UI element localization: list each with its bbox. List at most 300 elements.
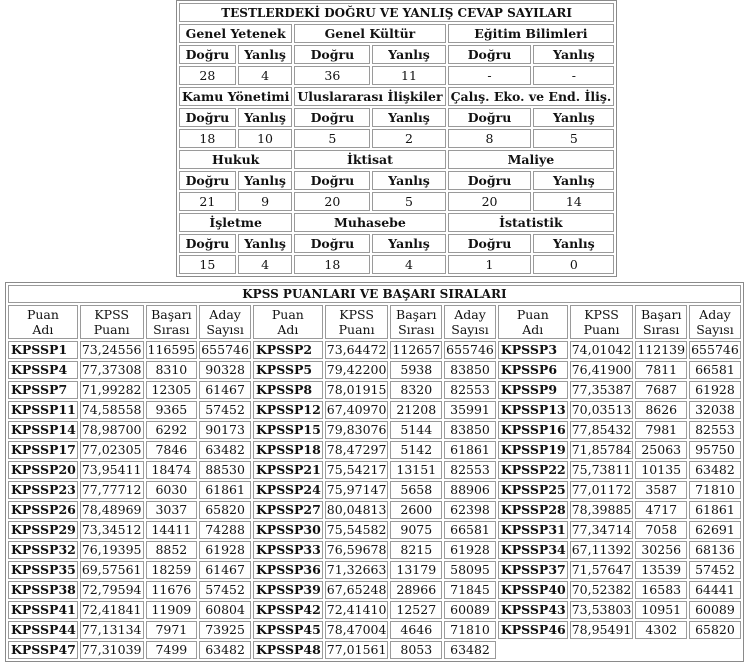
subject-name-row <box>179 87 614 106</box>
kpss-title-row <box>8 285 741 303</box>
subject-name: Muhasebe <box>294 213 445 232</box>
score-code: KPSSP6 <box>498 361 568 379</box>
empty-cell <box>498 641 741 659</box>
kpss-score: 71,85784 <box>571 442 632 457</box>
dogru-header: Doğru <box>448 45 532 64</box>
kpss-row <box>8 381 741 399</box>
column-header <box>253 305 323 339</box>
score-code: KPSSP47 <box>8 641 78 659</box>
kpss-score: 67,65248 <box>326 582 387 597</box>
subject-header-row <box>179 108 614 127</box>
yanlis-count: 0 <box>533 255 614 274</box>
score-code: KPSSP39 <box>253 581 323 599</box>
candidate-count: 57452 <box>199 401 251 419</box>
score-code: KPSSP3 <box>498 341 568 359</box>
success-rank: 112657 <box>392 342 441 357</box>
candidate-count: 82553 <box>444 461 496 479</box>
success-rank: 8310 <box>146 361 198 379</box>
kpss-score: 75,54217 <box>326 462 387 477</box>
kpss-score: 78,95491 <box>571 622 632 637</box>
success-rank: 21208 <box>390 401 442 419</box>
candidate-count: 61928 <box>199 541 251 559</box>
kpss-score: 67,40970 <box>326 402 387 417</box>
column-header <box>325 305 389 339</box>
score-code: KPSSP14 <box>8 421 78 439</box>
score-code: KPSSP17 <box>8 441 78 459</box>
column-header-line2: Adı <box>32 322 54 337</box>
column-header-line1: KPSS <box>339 307 374 322</box>
subject-name-row <box>179 213 614 232</box>
score-code: KPSSP22 <box>498 461 568 479</box>
kpss-row <box>8 461 741 479</box>
success-rank: 13179 <box>390 561 442 579</box>
kpss-score: 78,98700 <box>81 422 142 437</box>
column-header-line2: Adı <box>522 322 544 337</box>
dogru-count: 36 <box>294 66 370 85</box>
candidate-count: 60089 <box>444 601 496 619</box>
candidate-count: 63482 <box>689 461 741 479</box>
candidate-count: 60089 <box>689 601 741 619</box>
yanlis-header: Yanlış <box>372 234 445 253</box>
score-code: KPSSP19 <box>498 441 568 459</box>
success-rank: 25063 <box>635 441 687 459</box>
dogru-count: 21 <box>179 192 236 211</box>
kpss-score: 78,48969 <box>81 502 142 517</box>
score-code: KPSSP20 <box>8 461 78 479</box>
subject-name: İstatistik <box>448 213 615 232</box>
column-header-line2: Sayısı <box>451 322 489 337</box>
kpss-row <box>8 361 741 379</box>
column-header <box>146 305 198 339</box>
kpss-score: 72,41841 <box>81 602 142 617</box>
column-header <box>498 305 568 339</box>
success-rank: 6030 <box>146 481 198 499</box>
subject-name: Maliye <box>448 150 615 169</box>
score-code: KPSSP32 <box>8 541 78 559</box>
kpss-score: 77,31039 <box>81 642 142 657</box>
dogru-count: 8 <box>448 129 532 148</box>
yanlis-count: 5 <box>372 192 445 211</box>
dogru-count: 5 <box>294 129 370 148</box>
yanlis-header: Yanlış <box>533 234 614 253</box>
score-code: KPSSP30 <box>253 521 323 539</box>
score-code: KPSSP28 <box>498 501 568 519</box>
success-rank: 4302 <box>635 621 687 639</box>
kpss-score: 74,01042 <box>571 342 632 357</box>
candidate-count: 73925 <box>199 621 251 639</box>
subject-value-row <box>179 66 614 85</box>
success-rank: 10951 <box>635 601 687 619</box>
success-rank: 5144 <box>390 421 442 439</box>
score-code: KPSSP46 <box>498 621 568 639</box>
dogru-count: 15 <box>179 255 236 274</box>
score-code: KPSSP5 <box>253 361 323 379</box>
kpss-score: 77,35387 <box>571 382 632 397</box>
candidate-count: 63482 <box>444 641 496 659</box>
kpss-score: 76,59678 <box>326 542 387 557</box>
candidate-count: 82553 <box>689 421 741 439</box>
score-code: KPSSP26 <box>8 501 78 519</box>
score-code: KPSSP37 <box>498 561 568 579</box>
yanlis-count: 11 <box>372 66 445 85</box>
success-rank: 5658 <box>390 481 442 499</box>
success-rank: 9365 <box>146 401 198 419</box>
yanlis-count: 4 <box>238 255 293 274</box>
yanlis-header: Yanlış <box>533 108 614 127</box>
score-code: KPSSP25 <box>498 481 568 499</box>
kpss-score: 70,03513 <box>571 402 632 417</box>
success-rank: 116595 <box>147 342 196 357</box>
kpss-score: 76,41900 <box>571 362 632 377</box>
subject-name: Kamu Yönetimi <box>179 87 292 106</box>
dogru-header: Doğru <box>448 108 532 127</box>
yanlis-count: 9 <box>238 192 293 211</box>
score-code: KPSSP38 <box>8 581 78 599</box>
score-code: KPSSP4 <box>8 361 78 379</box>
subject-name-row <box>179 24 614 43</box>
kpss-score: 77,13134 <box>81 622 142 637</box>
yanlis-count: 4 <box>238 66 293 85</box>
candidate-count: 65820 <box>199 501 251 519</box>
candidate-count: 62398 <box>444 501 496 519</box>
kpss-score: 77,37308 <box>81 362 142 377</box>
kpss-score: 77,01561 <box>326 642 387 657</box>
candidate-count: 90173 <box>199 421 251 439</box>
candidate-count: 71810 <box>689 481 741 499</box>
candidate-count: 63482 <box>199 441 251 459</box>
success-rank: 3037 <box>146 501 198 519</box>
column-header-line1: Puan <box>271 307 304 322</box>
dogru-count: 20 <box>294 192 370 211</box>
success-rank: 18474 <box>146 461 198 479</box>
column-header <box>80 305 144 339</box>
column-header <box>635 305 687 339</box>
subject-name: Hukuk <box>179 150 292 169</box>
candidate-count: 61861 <box>689 501 741 519</box>
subject-name: Genel Yetenek <box>179 24 292 43</box>
kpss-score: 78,47297 <box>326 442 387 457</box>
kpss-score: 78,39885 <box>571 502 632 517</box>
kpss-score: 67,11392 <box>571 542 632 557</box>
kpss-scores-table <box>5 282 744 662</box>
score-code: KPSSP15 <box>253 421 323 439</box>
kpss-score: 77,01172 <box>571 482 632 497</box>
kpss-score: 78,01915 <box>326 382 387 397</box>
candidate-count: 32038 <box>689 401 741 419</box>
column-header-line1: KPSS <box>584 307 619 322</box>
column-header-line1: Aday <box>454 307 486 322</box>
kpss-score: 73,64472 <box>326 342 387 357</box>
score-code: KPSSP29 <box>8 521 78 539</box>
candidate-count: 61928 <box>689 381 741 399</box>
success-rank: 8215 <box>390 541 442 559</box>
yanlis-count: 2 <box>372 129 445 148</box>
kpss-score: 73,53803 <box>571 602 632 617</box>
column-header-line2: Puanı <box>93 322 130 337</box>
kpss-row <box>8 421 741 439</box>
candidate-count: 83850 <box>444 421 496 439</box>
column-header <box>199 305 251 339</box>
kpss-score: 69,57561 <box>81 562 142 577</box>
score-code: KPSSP35 <box>8 561 78 579</box>
dogru-count: 18 <box>294 255 370 274</box>
score-code: KPSSP23 <box>8 481 78 499</box>
kpss-row <box>8 401 741 419</box>
score-code: KPSSP42 <box>253 601 323 619</box>
column-header-line1: Başarı <box>396 307 437 322</box>
score-code: KPSSP33 <box>253 541 323 559</box>
success-rank: 7687 <box>635 381 687 399</box>
kpss-score: 79,83076 <box>326 422 387 437</box>
success-rank: 28966 <box>390 581 442 599</box>
column-header-line1: Aday <box>699 307 731 322</box>
candidate-count: 61861 <box>444 441 496 459</box>
score-code: KPSSP48 <box>253 641 323 659</box>
kpss-score: 73,95411 <box>81 462 142 477</box>
subject-name: İktisat <box>294 150 445 169</box>
candidate-count: 88906 <box>444 481 496 499</box>
score-code: KPSSP18 <box>253 441 323 459</box>
kpss-score: 75,54582 <box>326 522 387 537</box>
success-rank: 4646 <box>390 621 442 639</box>
dogru-count: 20 <box>448 192 532 211</box>
dogru-header: Doğru <box>294 234 370 253</box>
column-header-line2: Puanı <box>583 322 620 337</box>
score-code: KPSSP7 <box>8 381 78 399</box>
score-code: KPSSP36 <box>253 561 323 579</box>
yanlis-header: Yanlış <box>372 171 445 190</box>
success-rank: 4717 <box>635 501 687 519</box>
kpss-row <box>8 481 741 499</box>
column-header-line1: Aday <box>209 307 241 322</box>
correct-wrong-answers-table <box>176 0 617 277</box>
candidate-count: 35991 <box>444 401 496 419</box>
success-rank: 8053 <box>390 641 442 659</box>
kpss-row <box>8 621 741 639</box>
success-rank: 11676 <box>146 581 198 599</box>
candidate-count: 655746 <box>201 342 249 357</box>
yanlis-header: Yanlış <box>372 45 445 64</box>
success-rank: 10135 <box>635 461 687 479</box>
success-rank: 13539 <box>635 561 687 579</box>
kpss-score: 78,47004 <box>326 622 387 637</box>
kpss-table-title: KPSS PUANLARI VE BAŞARI SIRALARI <box>8 285 741 303</box>
score-code: KPSSP40 <box>498 581 568 599</box>
yanlis-header: Yanlış <box>238 234 293 253</box>
kpss-header-row <box>8 305 741 339</box>
column-header <box>390 305 442 339</box>
success-rank: 11909 <box>146 601 198 619</box>
success-rank: 7811 <box>635 361 687 379</box>
success-rank: 7058 <box>635 521 687 539</box>
kpss-row <box>8 641 741 659</box>
dogru-header: Doğru <box>294 45 370 64</box>
success-rank: 30256 <box>635 541 687 559</box>
column-header <box>570 305 634 339</box>
dogru-count: 18 <box>179 129 236 148</box>
dogru-header: Doğru <box>179 234 236 253</box>
kpss-row <box>8 441 741 459</box>
yanlis-count: 14 <box>533 192 614 211</box>
subject-name: Genel Kültür <box>294 24 445 43</box>
score-code: KPSSP11 <box>8 401 78 419</box>
dogru-header: Doğru <box>448 234 532 253</box>
success-rank: 12527 <box>390 601 442 619</box>
success-rank: 5142 <box>390 441 442 459</box>
kpss-score: 71,57647 <box>571 562 632 577</box>
success-rank: 18259 <box>146 561 198 579</box>
score-code: KPSSP24 <box>253 481 323 499</box>
column-header-line1: Puan <box>26 307 59 322</box>
kpss-row <box>8 521 741 539</box>
score-code: KPSSP21 <box>253 461 323 479</box>
candidate-count: 68136 <box>689 541 741 559</box>
kpss-row <box>8 601 741 619</box>
subject-name: İşletme <box>179 213 292 232</box>
column-header-line1: Başarı <box>640 307 682 322</box>
dogru-count: 1 <box>448 255 532 274</box>
subject-name: Eğitim Bilimleri <box>448 24 615 43</box>
success-rank: 7981 <box>635 421 687 439</box>
score-code: KPSSP27 <box>253 501 323 519</box>
column-header-line2: Sayısı <box>696 322 734 337</box>
column-header-line2: Sayısı <box>206 322 244 337</box>
column-header-line2: Sırası <box>643 322 680 337</box>
success-rank: 112139 <box>637 342 686 357</box>
subject-header-row <box>179 171 614 190</box>
success-rank: 7499 <box>146 641 198 659</box>
candidate-count: 655746 <box>691 342 739 357</box>
candidate-count: 62691 <box>689 521 741 539</box>
score-code: KPSSP2 <box>253 341 323 359</box>
score-code: KPSSP8 <box>253 381 323 399</box>
score-code: KPSSP44 <box>8 621 78 639</box>
kpss-score: 71,99282 <box>81 382 142 397</box>
dogru-header: Doğru <box>448 171 532 190</box>
kpss-score: 70,52382 <box>571 582 632 597</box>
score-code: KPSSP1 <box>8 341 78 359</box>
candidate-count: 90328 <box>199 361 251 379</box>
kpss-row <box>8 561 741 579</box>
dogru-header: Doğru <box>179 171 236 190</box>
score-code: KPSSP43 <box>498 601 568 619</box>
column-header <box>444 305 496 339</box>
dogru-header: Doğru <box>294 108 370 127</box>
candidate-count: 66581 <box>689 361 741 379</box>
kpss-score: 77,77712 <box>81 482 142 497</box>
candidate-count: 88530 <box>199 461 251 479</box>
candidate-count: 71845 <box>444 581 496 599</box>
kpss-score: 73,24556 <box>81 342 142 357</box>
kpss-score: 71,32663 <box>326 562 387 577</box>
yanlis-count: - <box>533 66 614 85</box>
column-header-line2: Puanı <box>338 322 375 337</box>
candidate-count: 61928 <box>444 541 496 559</box>
success-rank: 7846 <box>146 441 198 459</box>
candidate-count: 65820 <box>689 621 741 639</box>
kpss-score: 79,42200 <box>326 362 387 377</box>
success-rank: 9075 <box>390 521 442 539</box>
kpss-score: 72,79594 <box>81 582 142 597</box>
subject-header-row <box>179 45 614 64</box>
candidate-count: 61861 <box>199 481 251 499</box>
yanlis-header: Yanlış <box>238 171 293 190</box>
candidate-count: 74288 <box>199 521 251 539</box>
success-rank: 8852 <box>146 541 198 559</box>
column-header-line1: Puan <box>516 307 549 322</box>
subject-value-row <box>179 255 614 274</box>
yanlis-header: Yanlış <box>533 45 614 64</box>
yanlis-count: 5 <box>533 129 614 148</box>
dogru-count: - <box>448 66 532 85</box>
title-row <box>179 3 614 22</box>
dogru-header: Doğru <box>179 45 236 64</box>
kpss-row <box>8 541 741 559</box>
subject-name: Uluslararası İlişkiler <box>294 87 445 106</box>
score-code: KPSSP16 <box>498 421 568 439</box>
kpss-score: 75,73811 <box>571 462 632 477</box>
yanlis-header: Yanlış <box>533 171 614 190</box>
kpss-score: 77,85432 <box>571 422 632 437</box>
success-rank: 8626 <box>635 401 687 419</box>
kpss-score: 72,41410 <box>326 602 387 617</box>
kpss-score: 80,04813 <box>326 502 387 517</box>
kpss-score: 76,19395 <box>81 542 142 557</box>
success-rank: 8320 <box>390 381 442 399</box>
dogru-count: 28 <box>179 66 236 85</box>
success-rank: 13151 <box>390 461 442 479</box>
score-code: KPSSP12 <box>253 401 323 419</box>
kpss-score: 77,02305 <box>81 442 142 457</box>
candidate-count: 61467 <box>199 381 251 399</box>
candidate-count: 61467 <box>199 561 251 579</box>
candidate-count: 60804 <box>199 601 251 619</box>
success-rank: 16583 <box>635 581 687 599</box>
success-rank: 14411 <box>146 521 198 539</box>
candidate-count: 95750 <box>689 441 741 459</box>
column-header-line1: KPSS <box>94 307 129 322</box>
column-header-line2: Sırası <box>398 322 435 337</box>
candidate-count: 57452 <box>199 581 251 599</box>
kpss-score: 74,58558 <box>81 402 142 417</box>
yanlis-header: Yanlış <box>238 108 293 127</box>
column-header-line1: Başarı <box>151 307 192 322</box>
candidate-count: 64441 <box>689 581 741 599</box>
score-code: KPSSP41 <box>8 601 78 619</box>
dogru-header: Doğru <box>179 108 236 127</box>
subject-header-row <box>179 234 614 253</box>
yanlis-header: Yanlış <box>238 45 293 64</box>
success-rank: 2600 <box>390 501 442 519</box>
subject-value-row <box>179 129 614 148</box>
score-code: KPSSP34 <box>498 541 568 559</box>
candidate-count: 63482 <box>199 641 251 659</box>
success-rank: 12305 <box>146 381 198 399</box>
score-code: KPSSP13 <box>498 401 568 419</box>
candidate-count: 655746 <box>446 342 494 357</box>
column-header <box>8 305 78 339</box>
success-rank: 7971 <box>146 621 198 639</box>
candidate-count: 57452 <box>689 561 741 579</box>
kpss-row <box>8 341 741 359</box>
candidate-count: 58095 <box>444 561 496 579</box>
yanlis-count: 10 <box>238 129 293 148</box>
candidate-count: 66581 <box>444 521 496 539</box>
yanlis-count: 4 <box>372 255 445 274</box>
score-code: KPSSP9 <box>498 381 568 399</box>
top-table-title: TESTLERDEKİ DOĞRU VE YANLIŞ CEVAP SAYILARI <box>179 3 614 22</box>
subject-value-row <box>179 192 614 211</box>
